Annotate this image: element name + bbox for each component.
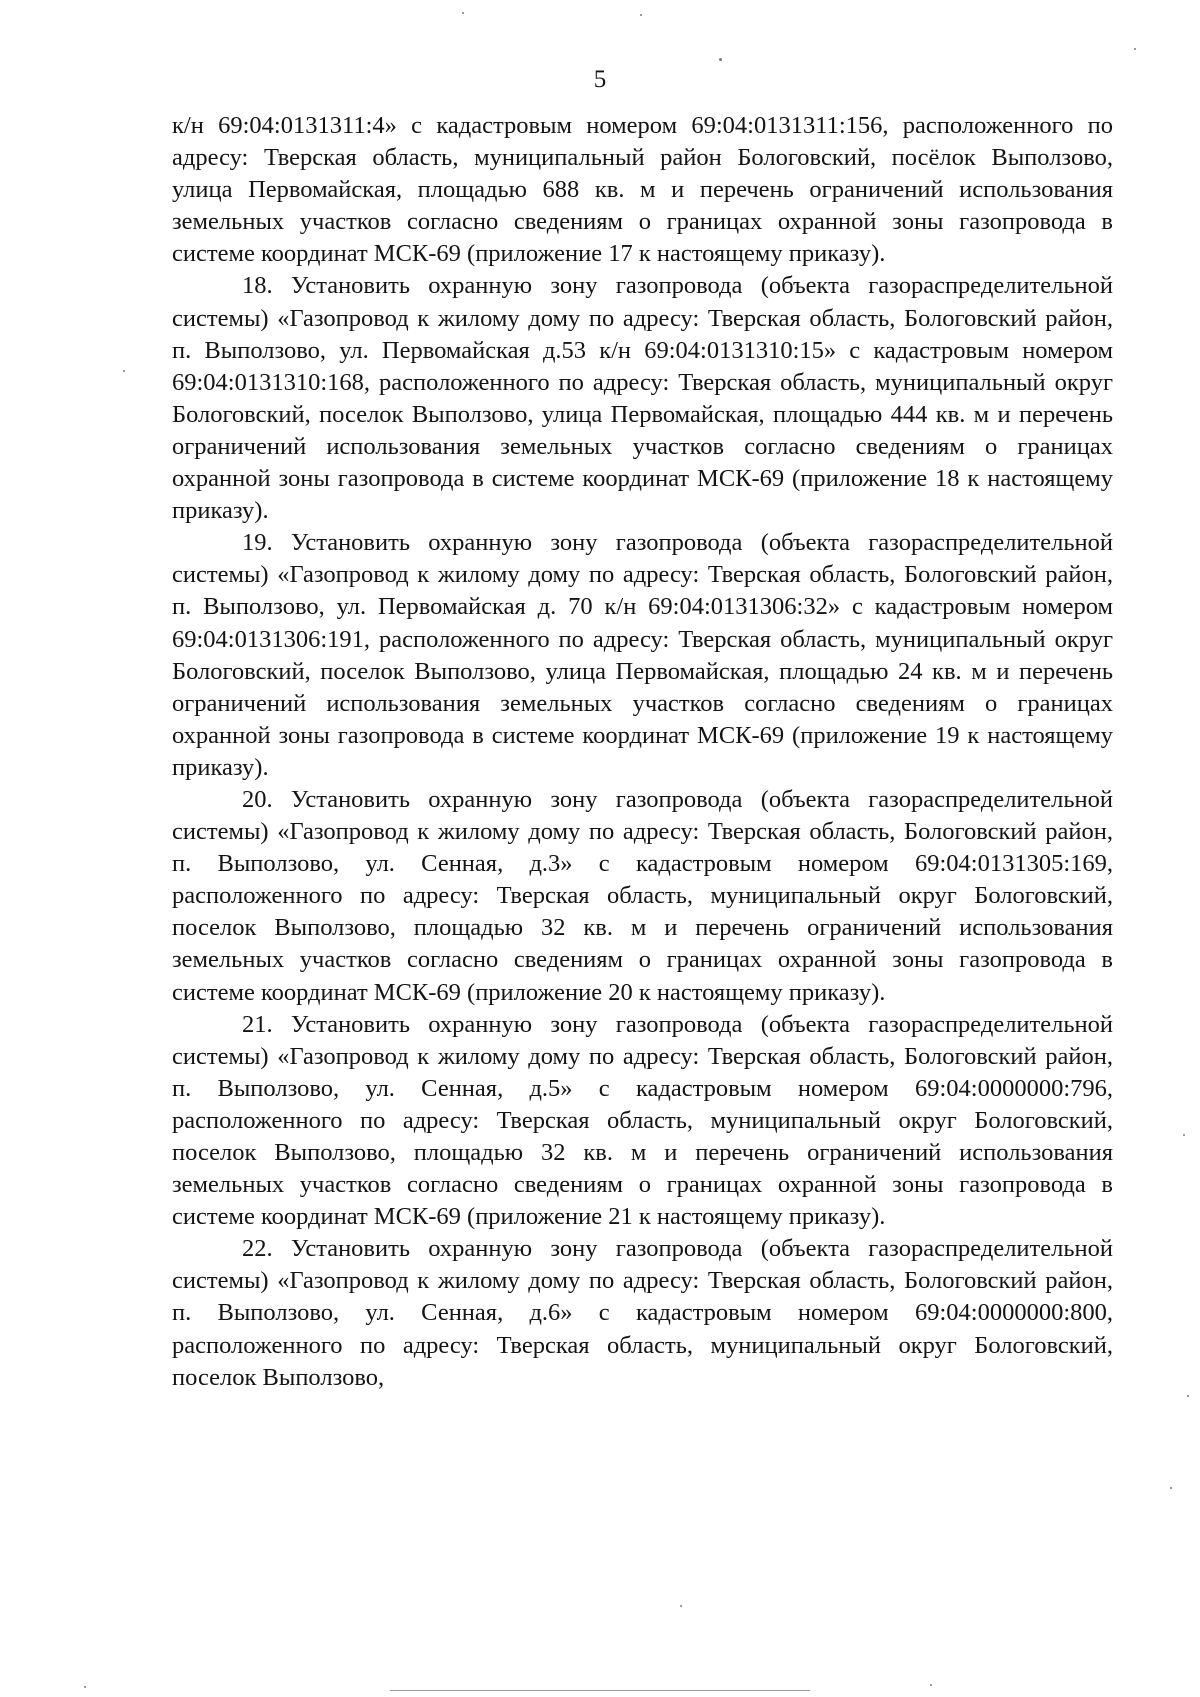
paragraph-19: 19. Установить охранную зону газопровода (объекта газораспределительной системы) «Газопровод к жилому дому по адресу: Тверская область, Бологовский район, п. Выползово, ул. Первомайская д. 70 к/н 69:04:0131306:32» с кадастровым номером 69:04:0131306:191, расположенного по адресу: Тверская область, муниципальный округ Бологовский, поселок Выползово, улица Первомайская, площадью 24 кв. м и перечень ограничений использования земельных участков согласно сведениям о границах охранной зоны газопровода в системе координат МСК-69 (приложение 19 к настоящему приказу). [172,529,1113,781]
scan-speck [1134,48,1136,50]
paragraph-22-start: 22. Установить охранную зону газопровода (объекта газораспределительной системы) «Газопровод к жилому дому по адресу: Тверская область, Бологовский район, п. Выползово, ул. Сенная, д.6» с кадастровым номером 69:04:0000000:800, расположенного по адресу: Тверская область, муниципальный округ Бологовский, поселок Выползово, [172,1235,1113,1391]
paragraph-20: 20. Установить охранную зону газопровода (объекта газораспределительной системы) «Газопровод к жилому дому по адресу: Тверская область, Бологовский район, п. Выползово, ул. Сенная, д.3» с кадастровым номером 69:04:0131305:169, расположенного по адресу: Тверская область, муниципальный округ Бологовский, поселок Выползово, площадью 32 кв. м и перечень ограничений использования земельных участков согласно сведениям о границах охранной зоны газопровода в системе координат МСК-69 (приложение 20 к настоящему приказу). [172,785,1113,1006]
scan-speck [719,58,722,61]
scan-speck [123,370,125,372]
page-number: 5 [593,66,607,93]
paragraph-18: 18. Установить охранную зону газопровода (объекта газораспределительной системы) «Газопровод к жилому дому по адресу: Тверская область, Бологовский район, п. Выползово, ул. Первомайская д.53 к/н 69:04:0131310:15» с кадастровым номером 69:04:0131310:168, расположенного по адресу: Тверская область, муниципальный округ Бологовский, поселок Выползово, улица Первомайская, площадью 444 кв. м и перечень ограничений использования земельных участков согласно сведениям о границах охранной зоны газопровода в системе координат МСК-69 (приложение 18 к настоящему приказу). [172,272,1113,525]
scan-speck [1183,1134,1185,1136]
paragraph-17-continuation: к/н 69:04:0131311:4» с кадастровым номером 69:04:0131311:156, расположенного по адресу: Тверская область, муниципальный район Бологовский, посёлок Выползово, улица Первомайская, площадью 688 кв. м и перечень ограничений использования земельных участков согласно сведениям о границах охранной зоны газопровода в системе координат МСК-69 (приложение 17 к настоящему приказу). [172,112,1113,268]
scan-speck [462,12,464,14]
paragraph-21: 21. Установить охранную зону газопровода (объекта газораспределительной системы) «Газопровод к жилому дому по адресу: Тверская область, Бологовский район, п. Выползово, ул. Сенная, д.5» с кадастровым номером 69:04:0000000:796, расположенного по адресу: Тверская область, муниципальный округ Бологовский, поселок Выползово, площадью 32 кв. м и перечень ограничений использования земельных участков согласно сведениям о границах охранной зоны газопровода в системе координат МСК-69 (приложение 21 к настоящему приказу). [172,1010,1113,1231]
scan-speck [640,14,642,16]
document-body [172,110,1113,1394]
scan-speck [680,1605,682,1607]
scan-edge-line [390,1690,810,1691]
scan-speck [1170,1487,1172,1489]
scan-speck [1187,1395,1189,1397]
scan-speck [930,1684,932,1686]
scan-speck [84,1686,86,1688]
